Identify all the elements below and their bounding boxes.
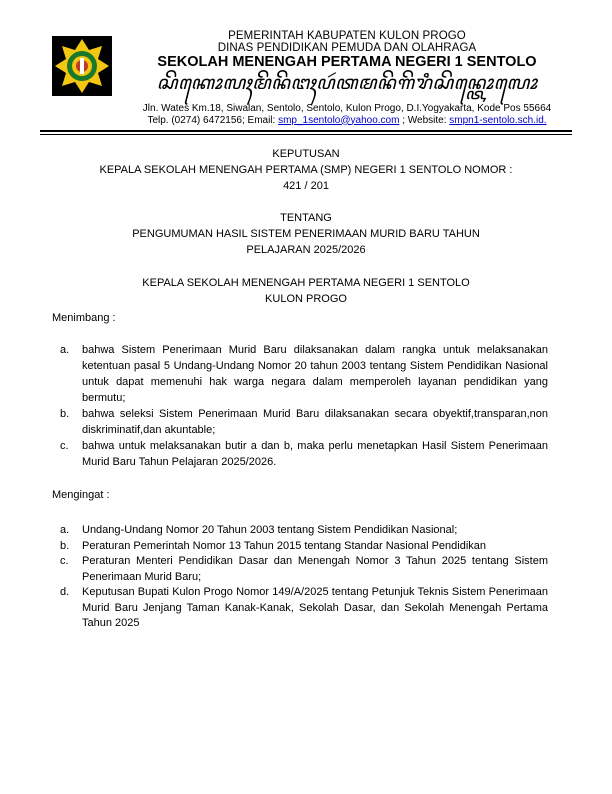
item-marker: c. — [60, 440, 69, 452]
item-text: Peraturan Pemerintah Nomor 13 Tahun 2015 tentang Standar Nasional Pendidikan — [82, 539, 487, 552]
item-text: Keputusan Bupati Kulon Progo Nomor 149/A/2025 tentang Petunjuk Teknis Sistem Penerimaan Murid Baru Jenjang Taman Kanak-Kanak, Sekolah Dasar, dan Sekolah Menengah Pertama Tahun 2025 — [82, 586, 548, 629]
website-link[interactable]: smpn1-sentolo.sch.id. — [449, 114, 547, 126]
regency-emblem-icon — [52, 36, 112, 96]
item-text: Peraturan Menteri Pendidikan Dasar dan Menengah Nomor 3 Tahun 2025 tentang Sistem Penerimaan Murid Baru; — [82, 555, 548, 583]
letterhead — [112, 30, 582, 126]
government-name: PEMERINTAH KABUPATEN KULON PROGO — [228, 30, 466, 42]
website-prefix: ; Website: — [399, 114, 450, 126]
item-text: bahwa Sistem Penerimaan Murid Baru dilaksanakan dalam rangka untuk melaksanakan ketentuan pasal 5 Undang-Undang Nomor 20 tahun 2003 tentang Sistem Pendidikan Nasional untuk dapat memenuhi hak warga negara dalam memperoleh layanan pendidikan yang bermutu; — [82, 344, 548, 404]
decree-heading: KEPUTUSAN — [272, 148, 340, 160]
item-marker: b. — [60, 408, 70, 420]
list-item — [60, 342, 548, 406]
item-marker: d. — [60, 586, 70, 598]
decree-subject-line1: PENGUMUMAN HASIL SISTEM PENERIMAAN MURID BARU TAHUN — [132, 228, 480, 240]
item-text: Undang-Undang Nomor 20 Tahun 2003 tentang Sistem Pendidikan Nasional; — [82, 524, 458, 536]
item-text: bahwa seleksi Sistem Penerimaan Murid Baru dilaksanakan secara obyektif,transparan,non diskriminatif,dan akuntable; — [82, 408, 548, 436]
issuer-line2: KULON PROGO — [265, 293, 347, 305]
list-item — [60, 554, 548, 585]
list-item — [60, 539, 548, 555]
item-marker: b. — [60, 539, 70, 552]
decree-number: 421 / 201 — [283, 180, 329, 192]
letterhead-divider-thin — [40, 134, 572, 135]
school-address: Jln. Wates Km.18, Siwalan, Sentolo, Sentolo, Kulon Progo, D.I.Yogyakarta, Kode Pos 55664 — [142, 103, 552, 114]
list-item — [60, 438, 548, 470]
menimbang-list — [60, 342, 548, 470]
list-item — [60, 523, 548, 539]
item-marker: a. — [60, 344, 70, 356]
list-item — [60, 406, 548, 438]
school-name: SEKOLAH MENENGAH PERTAMA NEGERI 1 SENTOLO — [157, 54, 537, 70]
javanese-script-icon: ꦱꦼꦏꦺꦴꦭꦃꦩꦼꦤꦼꦔꦃꦥꦂꦠꦩꦤꦼꦒꦼꦫꦶꦱꦼꦤ꧀ꦠꦺꦴꦭꦺꦴ — [156, 72, 538, 94]
mengingat-label: Mengingat : — [52, 489, 110, 501]
school-contact — [112, 115, 582, 127]
item-marker: c. — [60, 555, 69, 567]
menimbang-label: Menimbang : — [52, 312, 116, 324]
list-item — [60, 585, 548, 632]
issuer-line1: KEPALA SEKOLAH MENENGAH PERTAMA NEGERI 1 SENTOLO — [142, 277, 470, 289]
department-name: DINAS PENDIDIKAN PEMUDA DAN OLAHRAGA — [217, 42, 477, 54]
decree-title-line: KEPALA SEKOLAH MENENGAH PERTAMA (SMP) NEGERI 1 SENTOLO NOMOR : — [99, 164, 513, 176]
letterhead-divider-thick — [40, 130, 572, 132]
contact-prefix: Telp. (0274) 6472156; Email: — [147, 114, 279, 126]
item-text: bahwa untuk melaksanakan butir a dan b, maka perlu menetapkan Hasil Sistem Penerimaan Murid Baru Tahun Pelajaran 2025/2026. — [82, 440, 548, 468]
email-link[interactable]: smp_1sentolo@yahoo.com — [278, 114, 400, 126]
tentang-heading: TENTANG — [280, 212, 332, 224]
decree-subject-line2: PELAJARAN 2025/2026 — [246, 244, 366, 256]
item-marker: a. — [60, 524, 70, 536]
mengingat-list — [60, 523, 548, 632]
